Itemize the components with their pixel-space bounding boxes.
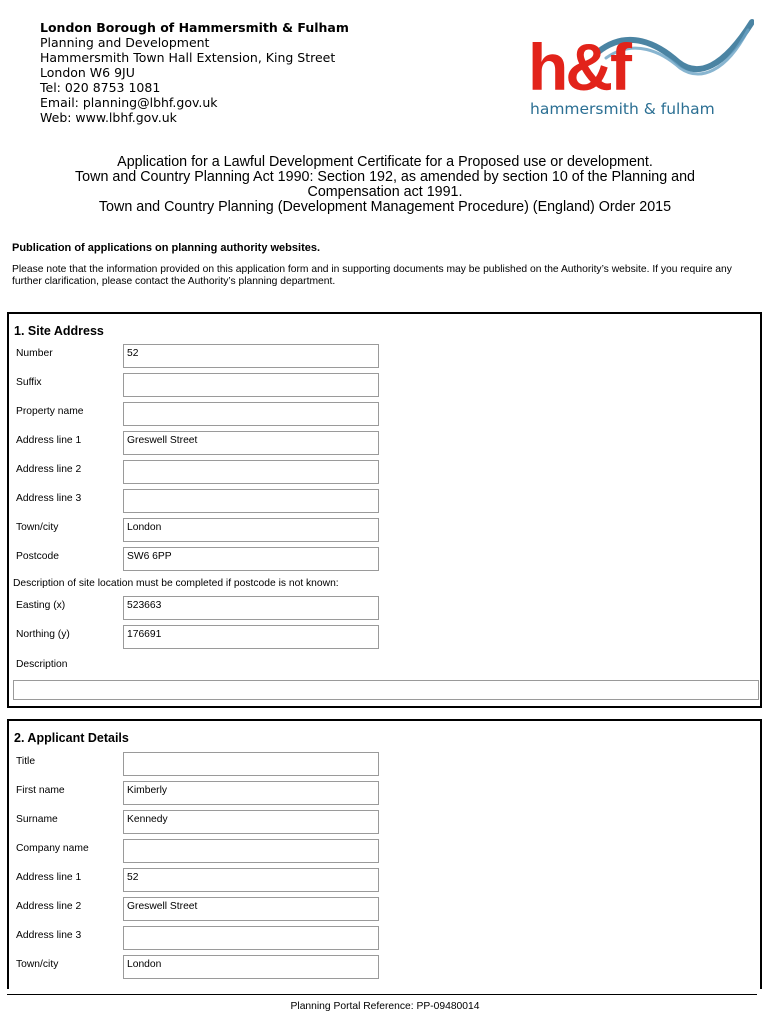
field-label: Easting (x) xyxy=(16,600,66,611)
location-note: Description of site location must be completed if postcode is not known: xyxy=(13,578,339,589)
telephone-line: Tel: 020 8753 1081 xyxy=(40,80,161,95)
site-suffix-field[interactable] xyxy=(123,373,379,397)
site-number-field[interactable]: 52 xyxy=(123,344,379,368)
field-label: Address line 3 xyxy=(16,930,82,941)
field-label: First name xyxy=(16,785,65,796)
applicant-first-name-field[interactable]: Kimberly xyxy=(123,781,379,805)
title-line-3: Compensation act 1991. xyxy=(307,184,463,200)
address-line: Hammersmith Town Hall Extension, King Street xyxy=(40,50,336,65)
applicant-surname-field[interactable]: Kennedy xyxy=(123,810,379,834)
applicant-address-line-2-field[interactable]: Greswell Street xyxy=(123,897,379,921)
field-label: Northing (y) xyxy=(16,629,70,640)
site-description-field[interactable] xyxy=(13,680,759,700)
field-label: Number xyxy=(16,348,53,359)
site-postcode-field[interactable]: SW6 6PP xyxy=(123,547,379,571)
council-logo xyxy=(528,18,754,122)
field-label: Address line 2 xyxy=(16,464,82,475)
site-address-line-2-field[interactable] xyxy=(123,460,379,484)
easting-field[interactable]: 523663 xyxy=(123,596,379,620)
field-label: Company name xyxy=(16,843,89,854)
field-label: Town/city xyxy=(16,959,59,970)
site-address-section xyxy=(7,312,762,708)
field-label: Suffix xyxy=(16,377,42,388)
site-address-line-3-field[interactable] xyxy=(123,489,379,513)
field-label: Postcode xyxy=(16,551,59,562)
section-title: 1. Site Address xyxy=(14,324,104,338)
logo-mark: h&f xyxy=(528,30,629,104)
field-label: Address line 1 xyxy=(16,872,82,883)
postcode-line: London W6 9JU xyxy=(40,65,135,80)
email-line: Email: planning@lbhf.gov.uk xyxy=(40,95,218,110)
applicant-details-section xyxy=(7,719,762,989)
field-label: Surname xyxy=(16,814,58,825)
title-line-1: Application for a Lawful Development Certificate for a Proposed use or development. xyxy=(117,154,653,170)
form-title xyxy=(30,155,740,215)
field-label: Address line 2 xyxy=(16,901,82,912)
field-label: Address line 1 xyxy=(16,435,82,446)
publication-note: Please note that the information provided on this application form and in supporting documents may be published on the Authority’s website. If you require any further clarification, please contact the Authority’s planning department. xyxy=(12,264,732,287)
web-line: Web: www.lbhf.gov.uk xyxy=(40,110,177,125)
applicant-title-field[interactable] xyxy=(123,752,379,776)
applicant-address-line-1-field[interactable]: 52 xyxy=(123,868,379,892)
publication-heading: Publication of applications on planning authority websites. xyxy=(12,242,321,254)
site-property-name-field[interactable] xyxy=(123,402,379,426)
applicant-town-field[interactable]: London xyxy=(123,955,379,979)
site-address-line-1-field[interactable]: Greswell Street xyxy=(123,431,379,455)
section-title: 2. Applicant Details xyxy=(14,731,129,745)
field-label: Description xyxy=(16,659,68,670)
northing-field[interactable]: 176691 xyxy=(123,625,379,649)
site-town-field[interactable]: London xyxy=(123,518,379,542)
council-name: London Borough of Hammersmith & Fulham xyxy=(40,20,349,35)
field-label: Title xyxy=(16,756,36,767)
logo-wordmark: hammersmith & fulham xyxy=(530,100,715,118)
department-line: Planning and Development xyxy=(40,35,210,50)
applicant-address-line-3-field[interactable] xyxy=(123,926,379,950)
title-line-4: Town and Country Planning (Development Management Procedure) (England) Order 2015 xyxy=(98,199,672,215)
applicant-company-field[interactable] xyxy=(123,839,379,863)
council-address-block xyxy=(40,20,349,125)
footer-divider xyxy=(7,994,757,995)
field-label: Town/city xyxy=(16,522,59,533)
portal-reference: Planning Portal Reference: PP-09480014 xyxy=(290,1001,480,1012)
field-label: Property name xyxy=(16,406,84,417)
field-label: Address line 3 xyxy=(16,493,82,504)
title-line-2: Town and Country Planning Act 1990: Section 192, as amended by section 10 of the Planning and xyxy=(75,169,695,185)
